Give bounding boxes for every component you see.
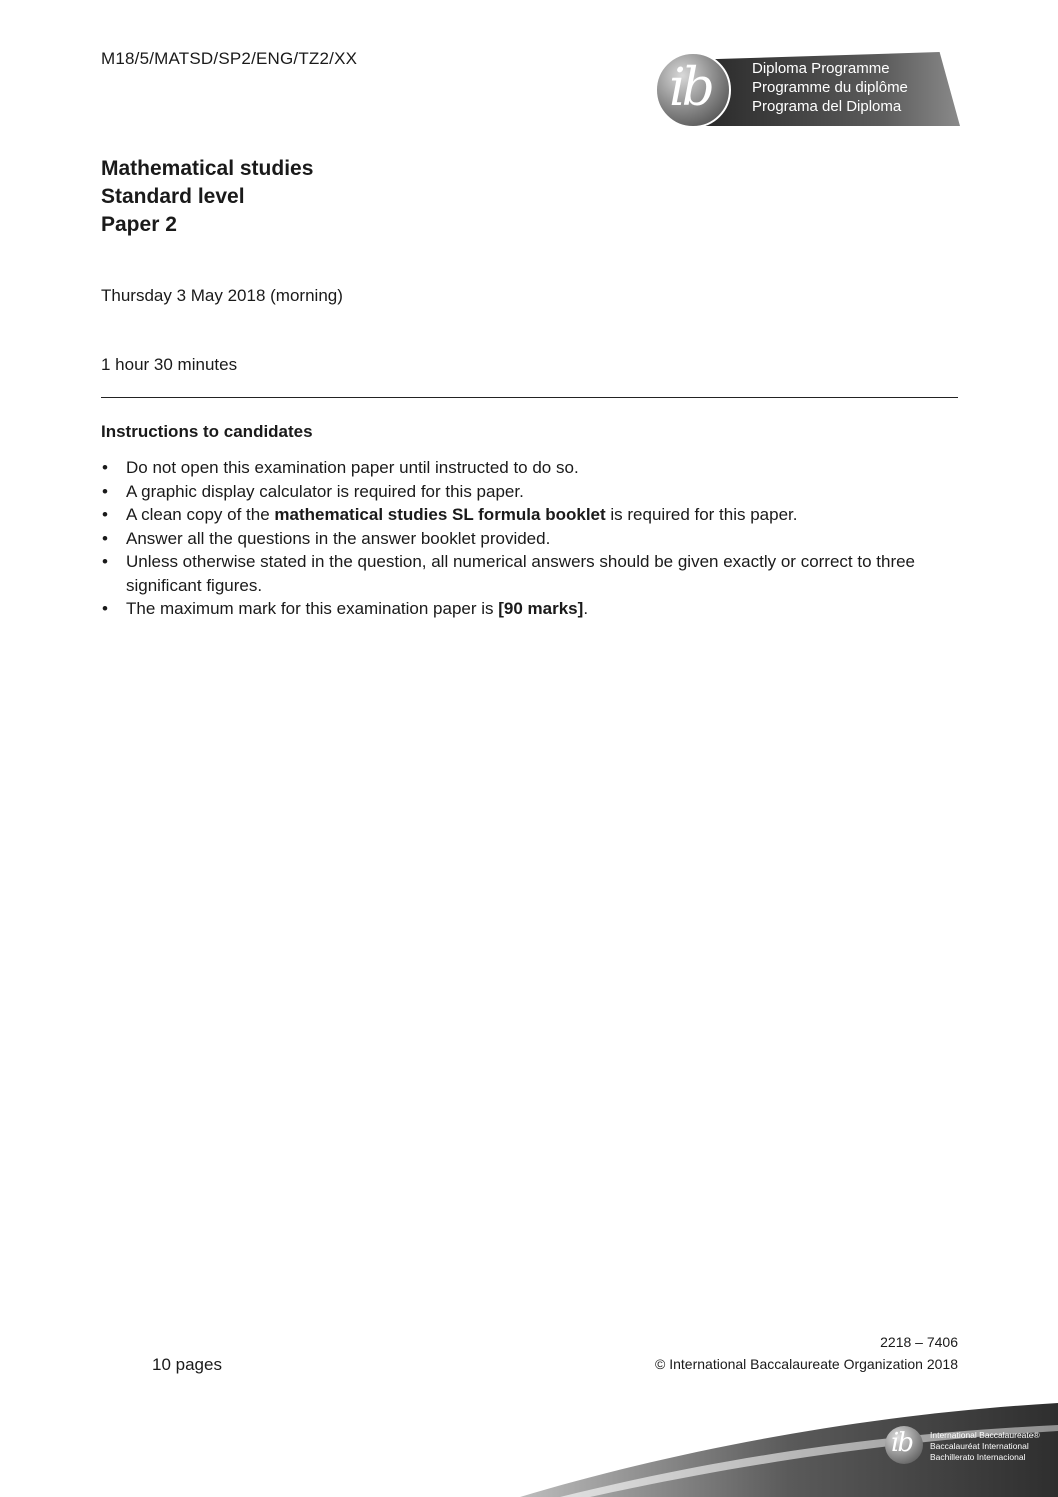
title-block	[101, 155, 313, 239]
instruction-text: A graphic display calculator is required for this paper.	[126, 481, 524, 501]
ib-emblem-icon	[655, 52, 731, 128]
logo-line-english: Diploma Programme	[752, 60, 890, 77]
instruction-item	[101, 527, 961, 551]
footer-logo-line-spanish: Bachillerato Internacional	[930, 1452, 1026, 1462]
instruction-text: Do not open this examination paper until instructed to do so.	[126, 458, 579, 477]
footer-logo-line-english: International Baccalaureate®	[930, 1430, 1040, 1440]
ib-organization-logo	[885, 1426, 1045, 1468]
instruction-text: Answer all the questions in the answer booklet provided.	[126, 528, 551, 548]
divider	[101, 397, 958, 398]
page-count: 10 pages	[152, 1355, 222, 1374]
instruction-text-pre: A clean copy of the	[126, 505, 275, 524]
max-marks: [90 marks]	[498, 599, 584, 618]
instructions-heading: Instructions to candidates	[101, 422, 313, 441]
instruction-item	[101, 480, 961, 504]
instruction-item	[101, 456, 961, 480]
footer-logo-text	[930, 1430, 1040, 1463]
exam-duration: 1 hour 30 minutes	[101, 355, 238, 374]
instructions-list	[101, 456, 961, 621]
instruction-text-post: is required for this paper.	[605, 505, 798, 524]
logo-line-spanish: Programa del Diploma	[752, 98, 902, 115]
paper-code: M18/5/MATSD/SP2/ENG/TZ2/XX	[101, 49, 358, 68]
ib-emblem-icon	[885, 1426, 923, 1464]
paper-title: Paper 2	[101, 213, 177, 236]
instruction-text-pre: The maximum mark for this examination paper is	[126, 599, 499, 618]
instruction-text: Unless otherwise stated in the question, all numerical answers should be given exactly or correct to three significant figures.	[126, 552, 916, 595]
copyright-notice: © International Baccalaureate Organization 2018	[655, 1356, 958, 1372]
ib-diploma-logo	[655, 52, 960, 130]
document-number: 2218 – 7406	[880, 1334, 958, 1350]
logo-mark: ib	[669, 58, 711, 118]
formula-booklet-name: mathematical studies SL formula booklet	[274, 505, 606, 524]
logo-text	[752, 59, 908, 116]
level-title: Standard level	[101, 185, 245, 208]
instruction-text-post: .	[583, 599, 589, 618]
instruction-item	[101, 550, 961, 597]
footer-logo-mark: ib	[891, 1428, 912, 1458]
exam-date: Thursday 3 May 2018 (morning)	[101, 286, 343, 305]
subject-title: Mathematical studies	[101, 157, 314, 180]
footer-logo-line-french: Baccalauréat International	[930, 1441, 1029, 1451]
instruction-item	[101, 503, 961, 527]
instruction-item	[101, 597, 961, 621]
logo-line-french: Programme du diplôme	[752, 79, 908, 96]
